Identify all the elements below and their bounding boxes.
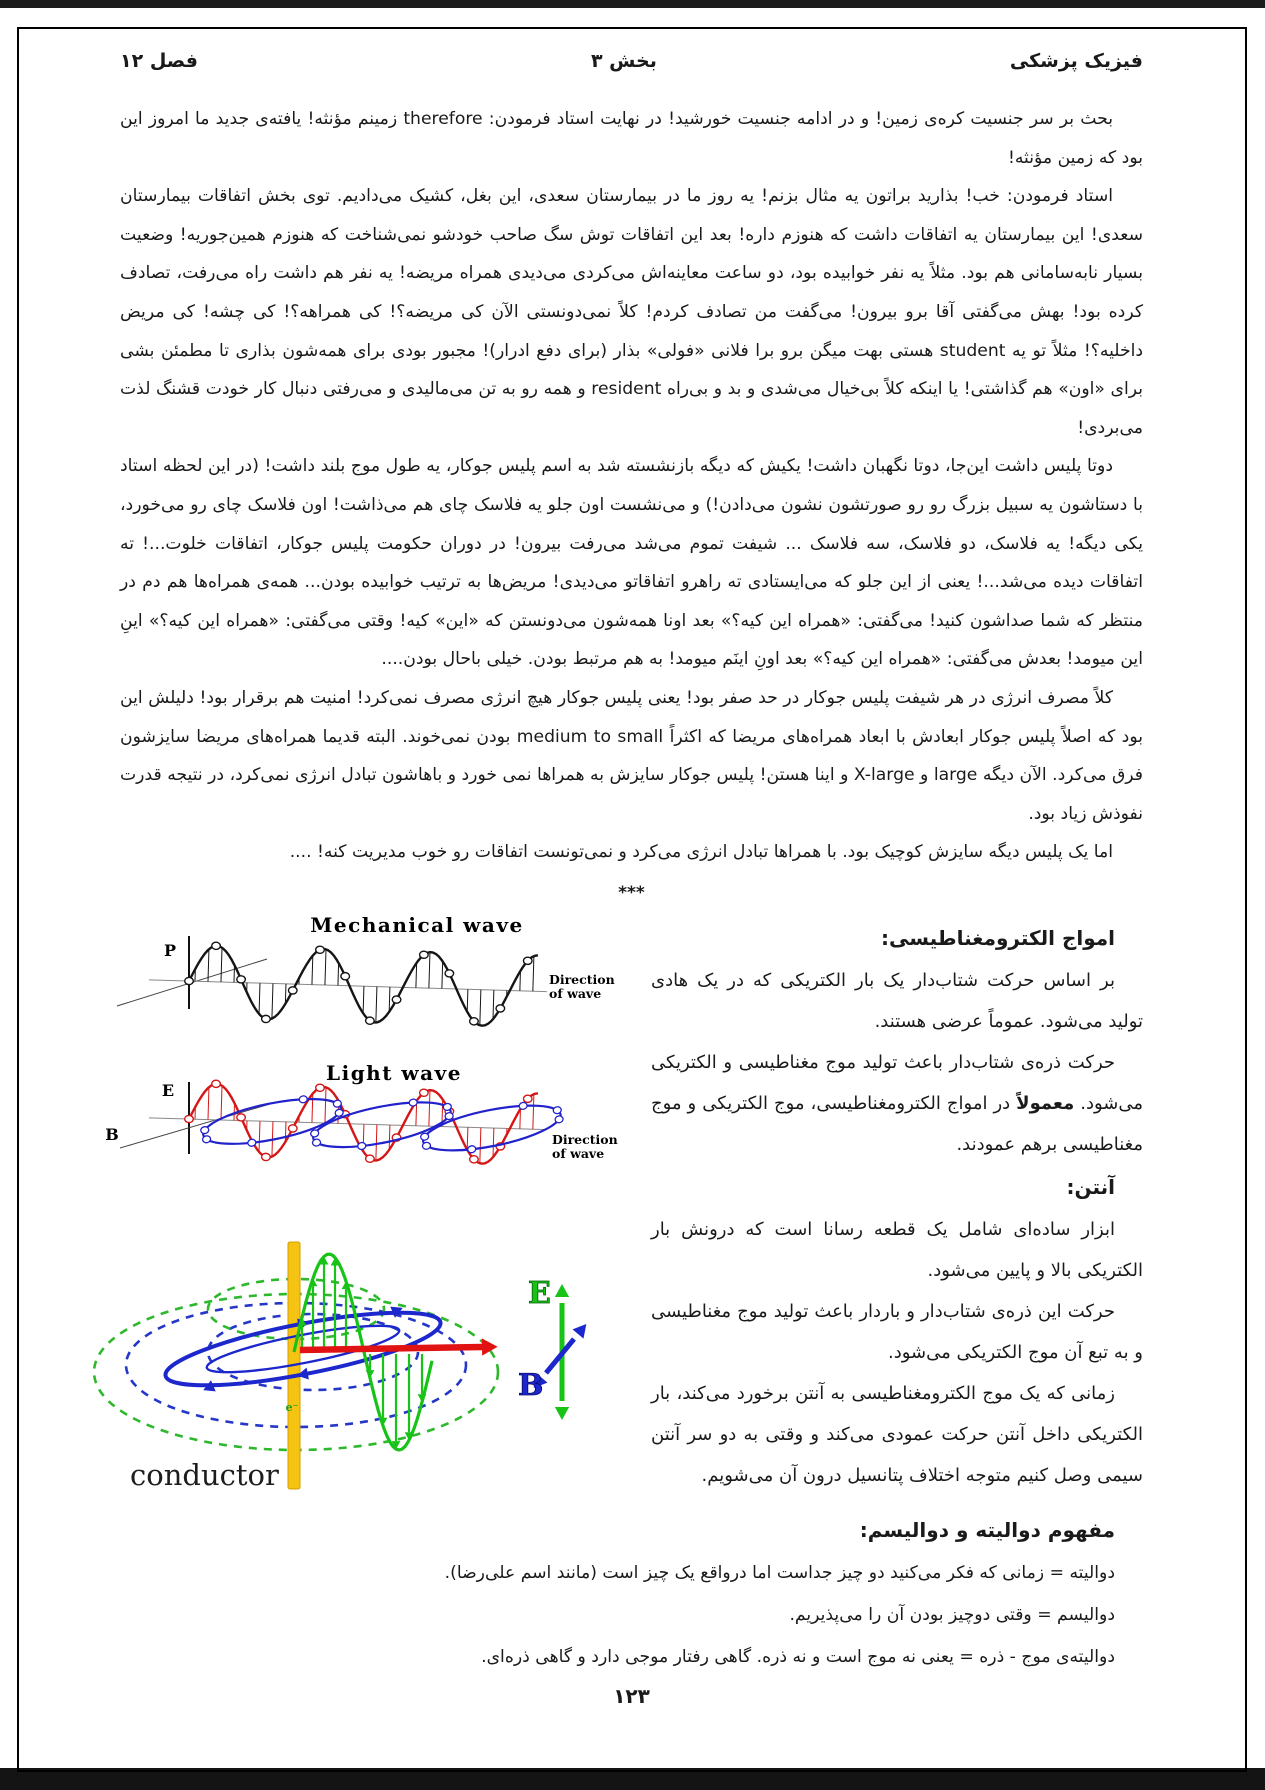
header-chapter: فصل ۱۲ — [120, 50, 198, 72]
page-content — [105, 46, 1144, 1708]
duality-section — [120, 1508, 1143, 1678]
em-waves-paragraph — [651, 1042, 1143, 1165]
p-axis-label: P — [163, 940, 177, 960]
em-waves-text: حرکت ذره‌ی شتاب‌دار باعث تولید موج مغناطیسی و الکتریکی می‌شود. — [651, 1051, 1143, 1114]
story-text — [120, 100, 1143, 914]
antenna-fields-group — [160, 1242, 592, 1489]
em-antenna-text-column — [651, 916, 1143, 1496]
light-wave-title: Light wave — [326, 1060, 462, 1085]
waves-figure-svg — [102, 914, 642, 1176]
mech-direction-label2: of wave — [549, 985, 602, 1001]
mechanical-wave-title: Mechanical wave — [310, 913, 524, 937]
section-separator: *** — [618, 882, 645, 903]
mech-direction-label: Direction — [549, 971, 615, 987]
b-axis-label: B — [105, 1124, 119, 1144]
antenna-paragraph: حرکت این ذره‌ی شتاب‌دار و باردار باعث تولید موج مغناطیسی و به تبع آن موج الکتریکی می‌شود. — [651, 1300, 1143, 1363]
light-wave-group — [148, 1078, 568, 1169]
antenna-paragraph: زمانی که یک موج الکترومغناطیسی به آنتن برخورد می‌کند، بار الکتریکی داخل آنتن حرکت عمودی می‌کند و وقتی به دو سر آنتن سیمی وصل کنیم متوجه اختلاف پتانسیل درون آن می‌شویم. — [651, 1382, 1143, 1486]
duality-heading: مفهوم دوالیته و دوالیسم: — [859, 1517, 1115, 1542]
duality-line: دوالیته = زمانی که فکر می‌کنید دو چیز جداست اما درواقع یک چیز است (مانند اسم علی‌رضا). — [444, 1562, 1115, 1583]
header-section: بخش ۳ — [590, 50, 657, 72]
antenna-heading: آنتن: — [1066, 1174, 1115, 1199]
light-direction-label2: of wave — [552, 1145, 605, 1161]
story-paragraph: بحث بر سر جنسیت کره‌ی زمین! و در ادامه جنسیت خورشید! در نهایت استاد فرمودن: therefore زمینم مؤنثه! یافته‌ی جدید ما امروز این بود که زمین مؤنثه! — [120, 109, 1143, 168]
waves-and-antenna-section — [105, 913, 1143, 1496]
em-waves-heading: امواج الکترومغناطیسی: — [881, 925, 1115, 950]
light-direction-label: Direction — [552, 1131, 618, 1147]
duality-line: دوالیسم = وقتی دوچیز بودن آن را می‌پذیریم. — [789, 1604, 1115, 1625]
antenna-paragraph: ابزار ساده‌ای شامل یک قطعه رسانا است که درونش بار الکتریکی بالا و پایین می‌شود. — [651, 1218, 1143, 1281]
story-paragraph: استاد فرمودن: خب! بذارید براتون یه مثال بزنم! یه روز ما در بیمارستان سعدی، این بغل، کشیک می‌دادیم. توی بخش اتفاقات بیمارستان سعدی! این بیمارستان یه اتفاقات داشت که هنوزم داره! بعد این اتفاقات توش سگ صاحب خودشو نمی‌شناخت که هنوزم همین‌جوریه! وضعیت بسیار نابه‌سامانی هم بود. مثلاً یه نفر خوابیده بود، دو ساعت معاینه‌اش می‌کردی می‌دیدی همراه مریضه! یه نفر هم داشت راه می‌رفت، تصادف کرده بود! بهش می‌گفتی آقا برو بیرون! می‌گفت من تصادف کردم! کلاً نمی‌دونستی الآن کی مریضه؟! کی همراهه؟! کی چشه! کی مریض داخلیه؟! مثلاً تو یه student هستی بهت میگن برو برا فلانی «فولی» بذار (برای دفع ادرار)! مجبور بودی برای همه‌شون بذاری تا مطمئن بشی برای «اون» هم گذاشتی! یا اینکه کلاً بی‌خیال می‌شدی و بد و بی‌راه resident و همه رو به تن می‌مالیدی و می‌رفتی دنبال کار خودت قشنگ لذت می‌بردی! — [120, 186, 1144, 438]
b-field-legend-label: B — [518, 1367, 544, 1403]
antenna-figure — [78, 1237, 623, 1500]
scan-edge-top — [0, 0, 1265, 8]
mech-wave-group — [148, 940, 548, 1031]
header-course-title: فیزیک پزشکی — [1009, 50, 1143, 72]
story-paragraph: دوتا پلیس داشت این‌جا، دوتا نگهبان داشت! یکیش که دیگه بازنشسته شد به اسم پلیس جوکار، یه طول موج بلند داشت! (در این لحظه استاد با دستاشون یه سبیل بزرگ رو رو صورتشون نشون می‌دادن!) و می‌نشست اون جلو یه فلاسک چای هم می‌ذاشت! اون فلاسک چای رو می‌خورد، یکی دیگه! یه فلاسک، دو فلاسک، سه فلاسک ... شیفت تموم می‌شد می‌رفت بیرون! در دوران حکومت پلیس جوکار، اتفاقات خلوت...! ته اتفاقات دیده می‌شد...! یعنی از این جلو که می‌ایستادی ته راهرو اتفاقاتو می‌دیدی! مریض‌ها به ترتیب خوابیده بودن... همه‌ی همراه‌ها هم دم در منتظر که شما صداشون کنید! می‌گفتی: «همراه این کیه؟» بعد اونا همه‌شون می‌دونستن که «این» کیه! وقتی می‌گفتی: «همراه این کیه؟» اینِ این میومد! بعدش می‌گفتی: «همراه این کیه؟» بعد اونِ اینَم میومد! به هم مرتبط بودن. خیلی باحال بودن.... — [120, 456, 1143, 670]
story-paragraph: کلاً مصرف انرژی در هر شیفت پلیس جوکار در حد صفر بود! یعنی پلیس جوکار هیچ انرژی مصرف نمی‌کرد! امنیت هم برقرار بود! دلیلش این بود که اصلاً پلیس جوکار ابعادش با ابعاد همراه‌های مریضا که اکثراً medium to small بودن نمی‌خوند. البته قدیما همراه‌های مریضا سایزشون فرق می‌کرد. الآن دیگه large و X-large و اینا هستن! پلیس جوکار سایزش به همراها نمی خورد و باهاشون تبادل انرژی نمی‌کرد، در نتیجه قدرت نفوذش زیاد بود. — [120, 687, 1143, 824]
em-waves-bold-word: معمولاً — [1016, 1092, 1075, 1114]
page-number: ۱۲۳ — [613, 1683, 650, 1708]
conductor-label: conductor — [130, 1457, 279, 1492]
waves-figure — [102, 914, 642, 1180]
duality-line: دوالیته‌ی موج - ذره = یعنی نه موج است و نه ذره. گاهی رفتار موجی دارد و گاهی ذره‌ای. — [481, 1646, 1115, 1667]
e-field-legend-label: E — [528, 1275, 551, 1311]
e-axis-label: E — [161, 1080, 175, 1100]
em-waves-paragraph: بر اساس حرکت شتاب‌دار یک بار الکتریکی که در یک هادی تولید می‌شود. عموماً عرضی هستند. — [651, 969, 1143, 1032]
electron-label: e⁻ — [285, 1400, 299, 1414]
page-header — [120, 46, 1143, 76]
em-waves-text: در امواج الکترومغناطیسی، موج الکتریکی و موج مغناطیسی برهم عمودند. — [651, 1092, 1143, 1155]
story-paragraph: اما یک پلیس دیگه سایزش کوچیک بود. با همراها تبادل انرژی می‌کرد و نمی‌تونست اتفاقات رو خوب مدیریت کنه! .... — [289, 842, 1113, 863]
antenna-figure-svg — [78, 1237, 623, 1496]
